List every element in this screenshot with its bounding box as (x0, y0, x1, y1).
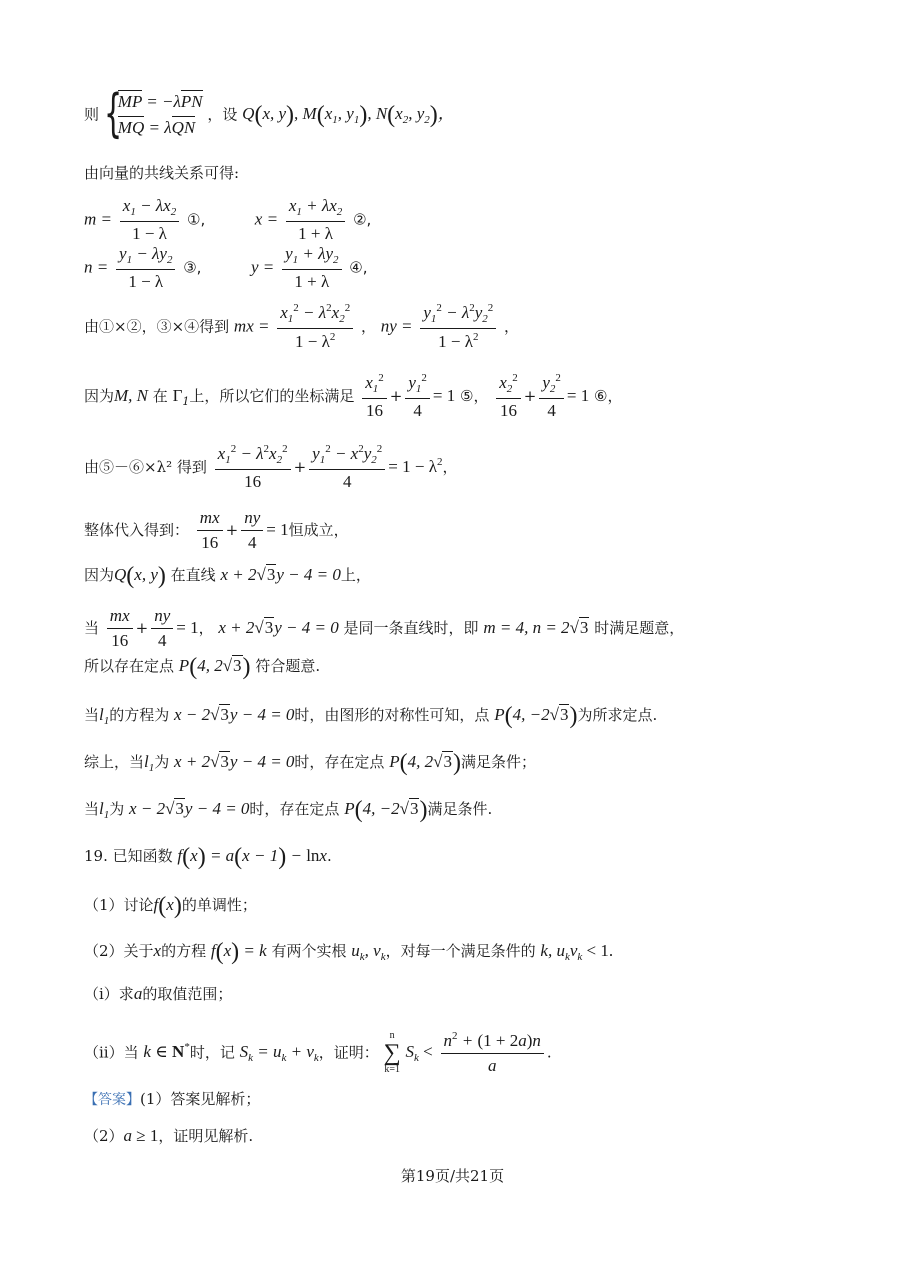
p2-roots-text: 有两个实根 (271, 942, 347, 960)
because-q-text: 因为 (84, 566, 115, 584)
part-i: （i）求a的取值范围； (84, 984, 233, 1003)
eq-product: 由①×②，③×④得到 mx = $\frac{x_1^2 - \lambda^2x_2^2}{1 - \lambda^2}$ ， ny = $\frac{y_1^2 - \lambda^2y_2^2}{1 - \lambda^2}$ ， (84, 302, 520, 352)
label-3: ③, (183, 258, 202, 277)
label-4: ④, (349, 258, 368, 277)
when-sym-text: 时，由图形的对称性可知，点 (294, 706, 490, 724)
meets-cond2-text: 满足条件. (427, 800, 493, 818)
summary-text: 综上，当 (84, 753, 145, 771)
label-2: ②, (353, 210, 372, 229)
set-points: Q(x, y), $M(x_1$, $y_1$), $N(x_2$, $y_2$)， (242, 102, 455, 129)
eq-whole: 整体代入得到： $\frac{mx}{16}$ + $\frac{ny}{4}$ = 1恒成立， (84, 508, 349, 553)
problem-19: 19. 已知函数 f(x) = a(x − 1) − lnx. (84, 844, 332, 870)
q19-text: 19. 已知函数 (84, 847, 173, 865)
because-text: 因为 (84, 386, 115, 405)
pi-text: （i）求 (84, 985, 134, 1003)
on-line-text: 在直线 (170, 566, 216, 584)
part-1: （1）讨论f(x)的单调性； (84, 893, 257, 919)
eq-ellipse: 因为M, N 在 $\Gamma_1$上，所以它们的坐标满足 $\frac{x_1^2}{16}$ + $\frac{y_1^2}{4}$ = 1 ⑤， $\frac{x_2^2}{16}$ + $\frac{y_2^2}{4}$ = 1 ⑥， (84, 372, 623, 421)
label-6: ⑥， (594, 386, 623, 405)
exists-p-text: 所以存在定点 (84, 657, 175, 675)
when-text: 当 (84, 618, 100, 637)
exists-fixed2-text: 时，存在定点 (249, 800, 340, 818)
p1-end-text: 的单调性； (181, 896, 257, 914)
eq-word: 的方程为 (109, 706, 170, 724)
exists-p-line: 所以存在定点 P(4, 2√3) 符合题意. (84, 654, 321, 680)
eq-same-line: 当 $\frac{mx}{16}$ + $\frac{ny}{4}$ = 1， x + 2√3y − 4 = 0 是同一条直线时，即 m = 4, n = 2√3 时满足题意， (84, 606, 685, 651)
ans2-end-text: ，证明见解析. (158, 1127, 254, 1145)
pi-end-text: 的取值范围； (142, 985, 233, 1003)
same-line-text: 是同一条直线时，即 (343, 618, 479, 637)
gamma-symbol: Γ (172, 385, 183, 405)
exists-fixed-text: 时，存在定点 (294, 753, 385, 771)
from-56-text: 由⑤－⑥×λ² 得到 (84, 457, 207, 476)
fits-text: 符合题意. (255, 657, 321, 675)
is-word-text: 为 (154, 753, 170, 771)
answer-line (84, 1090, 260, 1109)
on-text: 在 (152, 386, 168, 405)
eq-subtract: 由⑤－⑥×λ² 得到 $\frac{x_1^2 - \lambda^2x_2^2}{16}$ + $\frac{y_1^2 - x^2y_2^2}{4}$ = $1 - \lambda^2$， (84, 443, 458, 492)
meets-text: 时满足题意， (594, 618, 685, 637)
symmetry-line: 当$l_1$的方程为 x − 2√3y − 4 = 0时，由图形的对称性可知，点 P(4, −2√3)为所求定点. (84, 703, 658, 729)
vector-system: { MP = −λPN MQ = λQN (103, 84, 203, 144)
answer-line-2: （2）a ≥ 1，证明见解析. (84, 1126, 254, 1145)
when-l1-text: 当 (84, 706, 100, 724)
collinear-intro: 由向量的共线关系可得: (84, 164, 240, 182)
ans1-text: (1）答案见解析； (140, 1090, 261, 1108)
whole-sub-text: 整体代入得到： (84, 520, 190, 539)
summary-line-1: 综上，当$l_1$为 x + 2√3y − 4 = 0时，存在定点 P(4, 2√3)满足条件； (84, 750, 536, 776)
pii-text: （ii）当 (84, 1043, 139, 1062)
is-word2-text: 为 (109, 800, 125, 818)
label-5: ⑤， (460, 386, 489, 405)
system-line (84, 84, 455, 144)
from-12-text: 由①×②，③×④得到 (84, 317, 230, 336)
part-ii: （ii）当 k ∈ N*时，记 $S_k = u_k + v_k$，证明： n ∑ k=1 $S_k$ < $\frac{n^2 + (1 + 2a)n}{a}$ . (84, 1030, 552, 1076)
set-text: ，设 (207, 105, 238, 124)
p2-each-text: ，对每一个满足条件的 (385, 942, 536, 960)
eq-m-x: m = $\frac{x_1 - \lambda x_2}{1 - \lambda}$ ①, x = $\frac{x_1 + \lambda x_2}{1 + \lambda}$ ②, (84, 196, 372, 244)
label-1: ①, (187, 210, 206, 229)
on-end-text: 上， (340, 566, 371, 584)
eq-n-y: n = $\frac{y_1 - \lambda y_2}{1 - \lambda}$ ③, y = $\frac{y_1 + \lambda y_2}{1 + \lambda}$ ④, (84, 244, 368, 292)
meets-cond-text: 满足条件； (460, 753, 536, 771)
p1-text: （1）讨论 (84, 896, 154, 914)
then-text: 则 (84, 105, 100, 124)
pii-prove-text: ，证明： (318, 1043, 379, 1062)
answer-tag: 【答案】 (84, 1092, 140, 1108)
part-2: （2）关于x的方程 f(x) = k 有两个实根 $u_k$, $v_k$，对每一个满足条件的 k, $u_kv_k < 1$. (84, 939, 614, 965)
is-fixed-text: 为所求定点. (577, 706, 658, 724)
pii-rec-text: 时，记 (189, 1043, 235, 1062)
p2-eq-text: 的方程 (161, 942, 207, 960)
page-footer: 第19页/共21页 (400, 1167, 505, 1185)
p2-text: （2）关于 (84, 942, 154, 960)
ans2-text: （2） (84, 1127, 124, 1145)
satisfy-text: 上，所以它们的坐标满足 (189, 386, 355, 405)
always-text: 恒成立， (288, 520, 349, 539)
when2-text: 当 (84, 800, 100, 818)
eq-q-line: 因为Q(x, y) 在直线 x + 2√3y − 4 = 0上， (84, 563, 371, 589)
summary-line-2: 当$l_1$为 x − 2√3y − 4 = 0时，存在定点 P(4, −2√3)满足条件. (84, 797, 493, 823)
mn-label: M, N (114, 385, 149, 405)
